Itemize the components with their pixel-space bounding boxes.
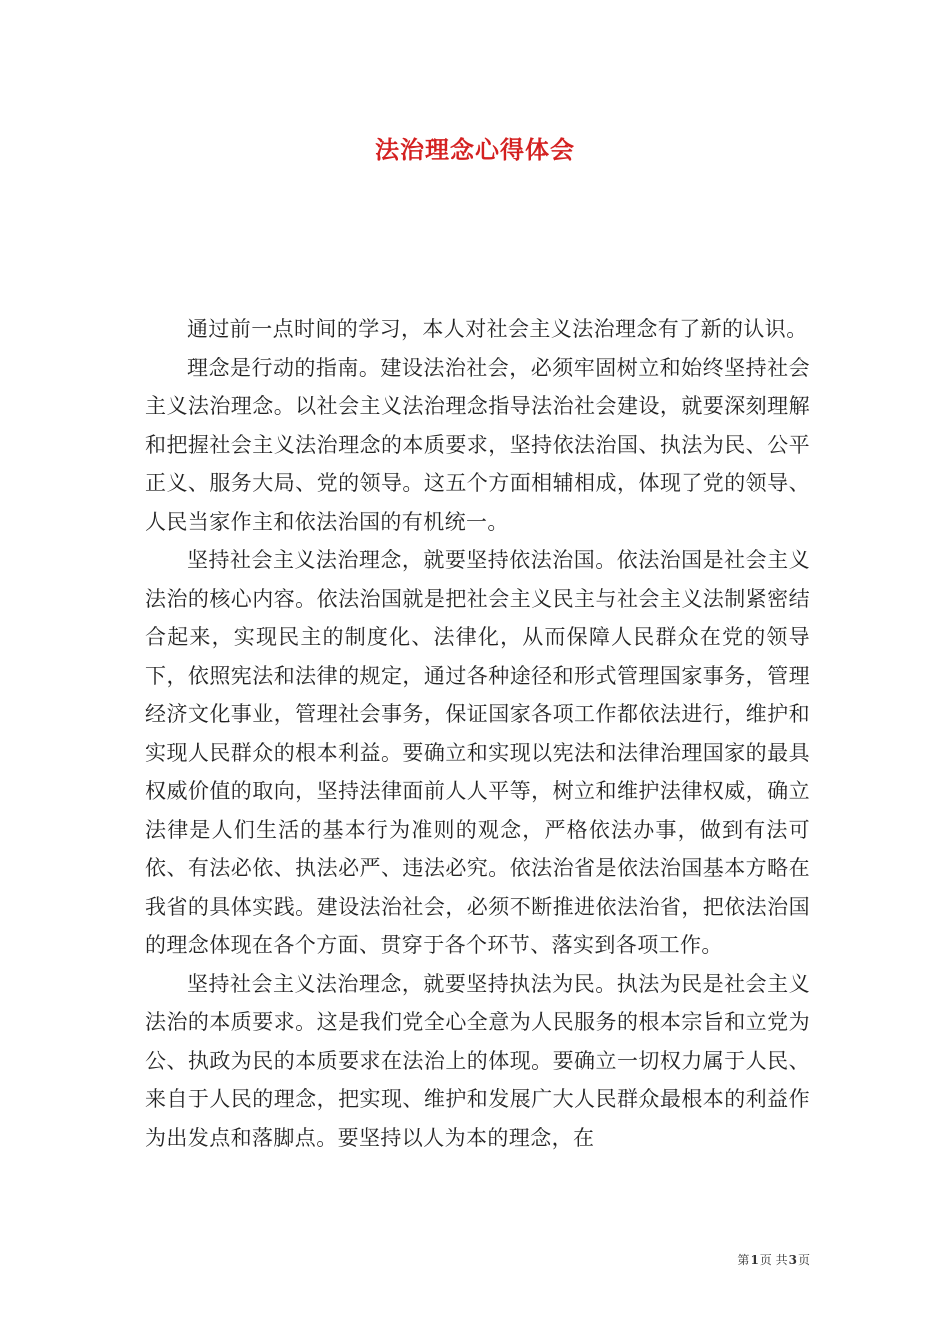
total-pages-number: 3 <box>788 1253 797 1267</box>
footer-suffix: 页 <box>797 1253 810 1267</box>
document-body <box>145 310 810 1157</box>
document-title: 法治理念心得体会 <box>375 135 575 164</box>
page-number-footer <box>690 1251 810 1268</box>
paragraph-4: 坚持社会主义法治理念，就要坚持执法为民。执法为民是社会主义法治的本质要求。这是我们党全心全意为人民服务的根本宗旨和立党为公、执政为民的本质要求在法治上的体现。要确立一切权力属于人民、来自于人民的理念，把实现、维护和发展广大人民群众最根本的利益作为出发点和落脚点。要坚持以人为本的理念，在 <box>145 971 810 1150</box>
paragraph-1: 通过前一点时间的学习，本人对社会主义法治理念有了新的认识。 <box>187 317 808 341</box>
footer-middle: 页 共 <box>759 1253 788 1267</box>
paragraph-2: 理念是行动的指南。建设法治社会，必须牢固树立和始终坚持社会主义法治理念。以社会主义法治理念指导法治社会建设，就要深刻理解和把握社会主义法治理念的本质要求，坚持依法治国、执法为民、公平正义、服务大局、党的领导。这五个方面相辅相成，体现了党的领导、人民当家作主和依法治国的有机统一。 <box>145 355 810 534</box>
current-page-number: 1 <box>750 1253 759 1267</box>
paragraph-3: 坚持社会主义法治理念，就要坚持依法治国。依法治国是社会主义法治的核心内容。依法治国就是把社会主义民主与社会主义法制紧密结合起来，实现民主的制度化、法律化，从而保障人民群众在党的领导下，依照宪法和法律的规定，通过各种途径和形式管理国家事务，管理经济文化事业，管理社会事务，保证国家各项工作都依法进行，维护和实现人民群众的根本利益。要确立和实现以宪法和法律治理国家的最具权威价值的取向，坚持法律面前人人平等，树立和维护法律权威，确立法律是人们生活的基本行为准则的观念，严格依法办事，做到有法可依、有法必依、执法必严、违法必究。依法治省是依法治国基本方略在我省的具体实践。建设法治社会，必须不断推进依法治省，把依法治国的理念体现在各个方面、贯穿于各个环节、落实到各项工作。 <box>145 548 810 957</box>
footer-prefix: 第 <box>737 1253 750 1267</box>
